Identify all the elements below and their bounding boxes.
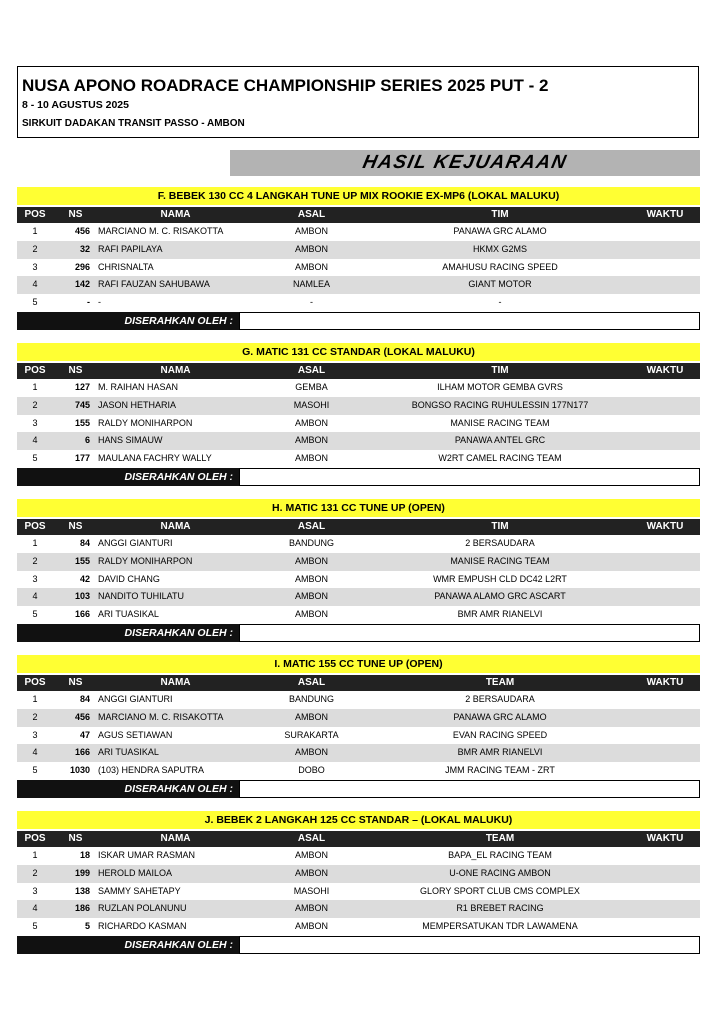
cell-ns: 166 bbox=[74, 747, 90, 758]
cell-pos: 1 bbox=[32, 538, 38, 548]
cell-nama: RAFI PAPILAYA bbox=[98, 243, 163, 254]
table-row bbox=[17, 535, 700, 553]
header-waktu: WAKTU bbox=[646, 833, 684, 844]
cell-waktu bbox=[630, 727, 700, 745]
table-row bbox=[17, 450, 700, 468]
results-banner bbox=[230, 150, 700, 176]
class-section bbox=[17, 187, 700, 330]
cell-pos: 1 bbox=[32, 694, 38, 704]
cell-tim: GLORY SPORT CLUB CMS COMPLEX bbox=[420, 885, 580, 896]
cell-nama: JASON HETHARIA bbox=[98, 399, 177, 410]
cell-tim: PANAWA ALAMO GRC ASCART bbox=[434, 591, 566, 602]
cell-nama: ARI TUASIKAL bbox=[98, 609, 159, 620]
submitted-by-field bbox=[239, 780, 700, 798]
table-row bbox=[17, 900, 700, 918]
header-nama: NAMA bbox=[160, 209, 191, 220]
header-asal: ASAL bbox=[297, 833, 326, 844]
cell-waktu bbox=[630, 259, 700, 277]
cell-pos: 4 bbox=[32, 747, 38, 758]
cell-tim: 2 BERSAUDARA bbox=[465, 694, 535, 704]
cell-ns: 32 bbox=[79, 243, 90, 254]
cell-pos: 4 bbox=[32, 279, 38, 290]
cell-asal: AMBON bbox=[294, 243, 328, 254]
cell-tim: 2 BERSAUDARA bbox=[465, 538, 535, 548]
cell-waktu bbox=[630, 415, 700, 433]
table-row bbox=[17, 223, 700, 241]
cell-asal: MASOHI bbox=[293, 399, 330, 410]
cell-nama: HANS SIMAUW bbox=[98, 435, 163, 446]
cell-waktu bbox=[630, 744, 700, 762]
header-waktu: WAKTU bbox=[646, 677, 684, 688]
cell-asal: AMBON bbox=[294, 609, 328, 620]
cell-pos: 5 bbox=[32, 453, 38, 464]
cell-ns: 177 bbox=[74, 453, 90, 464]
header-ns: NS bbox=[68, 365, 83, 376]
cell-nama: DAVID CHANG bbox=[98, 573, 160, 584]
cell-asal: MASOHI bbox=[293, 885, 330, 896]
header-nama: NAMA bbox=[160, 677, 191, 688]
cell-waktu bbox=[630, 918, 700, 936]
table-row bbox=[17, 606, 700, 624]
cell-asal: AMBON bbox=[294, 850, 328, 860]
submitted-by-label: DISERAHKAN OLEH : bbox=[17, 312, 239, 330]
cell-nama: ISKAR UMAR RASMAN bbox=[98, 850, 196, 860]
cell-pos: 4 bbox=[32, 591, 38, 602]
submitted-by-field bbox=[239, 312, 700, 330]
submitted-by-label: DISERAHKAN OLEH : bbox=[17, 780, 239, 798]
cell-ns: 42 bbox=[79, 573, 90, 584]
submitted-by-row bbox=[17, 312, 700, 330]
cell-ns: 6 bbox=[84, 435, 90, 446]
cell-ns: 186 bbox=[74, 903, 90, 914]
header-pos: POS bbox=[24, 677, 46, 688]
table-row bbox=[17, 432, 700, 450]
table-row bbox=[17, 415, 700, 433]
cell-tim: MANISE RACING TEAM bbox=[450, 417, 550, 428]
cell-waktu bbox=[630, 571, 700, 589]
cell-waktu bbox=[630, 883, 700, 901]
header-waktu: WAKTU bbox=[646, 209, 684, 220]
header-tim: TEAM bbox=[485, 677, 515, 688]
cell-asal: DOBO bbox=[298, 765, 325, 776]
table-row bbox=[17, 727, 700, 745]
table-row bbox=[17, 847, 700, 865]
table-row bbox=[17, 762, 700, 780]
header-tim: TEAM bbox=[485, 833, 515, 844]
class-title: I. MATIC 155 CC TUNE UP (OPEN) bbox=[17, 655, 700, 673]
header-nama: NAMA bbox=[160, 365, 191, 376]
cell-asal: AMBON bbox=[294, 867, 328, 878]
header-tim: TIM bbox=[491, 365, 509, 376]
cell-ns: 296 bbox=[74, 261, 90, 272]
cell-tim: PANAWA GRC ALAMO bbox=[453, 226, 547, 236]
cell-ns: 199 bbox=[74, 867, 90, 878]
cell-tim: MEMPERSATUKAN TDR LAWAMENA bbox=[422, 921, 578, 932]
cell-ns: 84 bbox=[79, 694, 90, 704]
table-row bbox=[17, 379, 700, 397]
results-banner-text: HASIL KEJUARAAN bbox=[360, 152, 570, 173]
cell-tim: PANAWA ANTEL GRC bbox=[454, 435, 546, 446]
cell-asal: - bbox=[310, 297, 313, 308]
header-waktu: WAKTU bbox=[646, 521, 684, 532]
cell-nama: (103) HENDRA SAPUTRA bbox=[98, 765, 205, 776]
header-asal: ASAL bbox=[297, 677, 326, 688]
submitted-by-row bbox=[17, 468, 700, 486]
table-header bbox=[17, 519, 700, 535]
cell-ns: 47 bbox=[79, 729, 90, 740]
table-row bbox=[17, 709, 700, 727]
cell-ns: 456 bbox=[74, 226, 90, 236]
cell-pos: 5 bbox=[32, 921, 38, 932]
cell-pos: 4 bbox=[32, 435, 38, 446]
cell-ns: 5 bbox=[84, 921, 90, 932]
cell-nama: M. RAIHAN HASAN bbox=[98, 382, 179, 392]
header-nama: NAMA bbox=[160, 833, 191, 844]
table-row bbox=[17, 865, 700, 883]
cell-waktu bbox=[630, 588, 700, 606]
table-header bbox=[17, 831, 700, 847]
cell-waktu bbox=[630, 606, 700, 624]
cell-nama: HEROLD MAILOA bbox=[98, 867, 173, 878]
table-row bbox=[17, 744, 700, 762]
cell-asal: AMBON bbox=[294, 226, 328, 236]
cell-asal: AMBON bbox=[294, 453, 328, 464]
cell-nama: RICHARDO KASMAN bbox=[98, 921, 187, 932]
cell-waktu bbox=[630, 553, 700, 571]
cell-waktu bbox=[630, 432, 700, 450]
cell-nama: RUZLAN POLANUNU bbox=[98, 903, 187, 914]
cell-pos: 2 bbox=[32, 555, 38, 566]
cell-nama: MAULANA FACHRY WALLY bbox=[98, 453, 212, 464]
table-row bbox=[17, 276, 700, 294]
table-row bbox=[17, 397, 700, 415]
cell-tim: GIANT MOTOR bbox=[468, 279, 532, 290]
cell-tim: W2RT CAMEL RACING TEAM bbox=[438, 453, 562, 464]
cell-pos: 3 bbox=[32, 573, 38, 584]
cell-asal: AMBON bbox=[294, 261, 328, 272]
cell-tim: HKMX G2MS bbox=[472, 243, 527, 254]
table-header bbox=[17, 207, 700, 223]
cell-nama: AGUS SETIAWAN bbox=[98, 729, 173, 740]
cell-tim: AMAHUSU RACING SPEED bbox=[442, 261, 558, 272]
table-row bbox=[17, 553, 700, 571]
table-row bbox=[17, 241, 700, 259]
cell-asal: BANDUNG bbox=[288, 538, 334, 548]
cell-pos: 1 bbox=[32, 382, 38, 392]
cell-ns: 745 bbox=[74, 399, 90, 410]
cell-tim: EVAN RACING SPEED bbox=[452, 729, 548, 740]
table-row bbox=[17, 883, 700, 901]
cell-pos: 3 bbox=[32, 261, 38, 272]
cell-nama: CHRISNALTA bbox=[98, 261, 154, 272]
cell-tim: BMR AMR RIANELVI bbox=[457, 747, 543, 758]
cell-asal: AMBON bbox=[294, 747, 328, 758]
cell-nama: RALDY MONIHARPON bbox=[98, 555, 193, 566]
cell-nama: RALDY MONIHARPON bbox=[98, 417, 193, 428]
cell-ns: 127 bbox=[74, 382, 90, 392]
cell-ns: 1030 bbox=[69, 765, 90, 776]
submitted-by-label: DISERAHKAN OLEH : bbox=[17, 624, 239, 642]
cell-nama: - bbox=[98, 297, 101, 308]
submitted-by-row bbox=[17, 936, 700, 954]
cell-waktu bbox=[630, 276, 700, 294]
header-pos: POS bbox=[24, 521, 46, 532]
event-title: NUSA APONO ROADRACE CHAMPIONSHIP SERIES 2025 PUT - 2 bbox=[22, 76, 549, 95]
cell-waktu bbox=[630, 900, 700, 918]
submitted-by-field bbox=[239, 624, 700, 642]
class-title: J. BEBEK 2 LANGKAH 125 CC STANDAR – (LOKAL MALUKU) bbox=[17, 811, 700, 829]
cell-tim: WMR EMPUSH CLD DC42 L2RT bbox=[433, 573, 567, 584]
cell-tim: ILHAM MOTOR GEMBA GVRS bbox=[437, 382, 563, 392]
cell-asal: AMBON bbox=[294, 903, 328, 914]
cell-ns: 456 bbox=[74, 711, 90, 722]
cell-nama: RAFI FAUZAN SAHUBAWA bbox=[98, 279, 210, 290]
header-tim: TIM bbox=[491, 521, 509, 532]
header-pos: POS bbox=[24, 833, 46, 844]
cell-waktu bbox=[630, 450, 700, 468]
cell-ns: 166 bbox=[74, 609, 90, 620]
table-row bbox=[17, 918, 700, 936]
class-section bbox=[17, 811, 700, 954]
cell-tim: BAPA_EL RACING TEAM bbox=[448, 850, 552, 860]
cell-tim: BMR AMR RIANELVI bbox=[457, 609, 543, 620]
class-title: H. MATIC 131 CC TUNE UP (OPEN) bbox=[17, 499, 700, 517]
cell-tim: MANISE RACING TEAM bbox=[450, 555, 550, 566]
class-title: F. BEBEK 130 CC 4 LANGKAH TUNE UP MIX ROOKIE EX-MP6 (LOKAL MALUKU) bbox=[17, 187, 700, 205]
cell-tim: BONGSO RACING RUHULESSIN 177N177 bbox=[411, 399, 589, 410]
cell-pos: 2 bbox=[32, 711, 38, 722]
cell-waktu bbox=[630, 241, 700, 259]
class-section bbox=[17, 499, 700, 642]
cell-waktu bbox=[630, 847, 700, 865]
cell-pos: 5 bbox=[32, 609, 38, 620]
class-section bbox=[17, 343, 700, 486]
cell-waktu bbox=[630, 223, 700, 241]
cell-waktu bbox=[630, 294, 700, 312]
submitted-by-field bbox=[239, 936, 700, 954]
cell-ns: 138 bbox=[74, 885, 90, 896]
cell-tim: - bbox=[498, 297, 502, 308]
table-row bbox=[17, 571, 700, 589]
cell-pos: 5 bbox=[32, 297, 38, 308]
header-pos: POS bbox=[24, 209, 46, 220]
cell-asal: GEMBA bbox=[295, 382, 328, 392]
header-tim: TIM bbox=[491, 209, 509, 220]
submitted-by-field bbox=[239, 468, 700, 486]
cell-asal: AMBON bbox=[294, 417, 328, 428]
header-asal: ASAL bbox=[297, 209, 326, 220]
cell-asal: AMBON bbox=[294, 435, 328, 446]
cell-ns: 155 bbox=[74, 417, 90, 428]
cell-nama: ARI TUASIKAL bbox=[98, 747, 159, 758]
cell-pos: 2 bbox=[32, 867, 38, 878]
cell-tim: JMM RACING TEAM - ZRT bbox=[445, 765, 555, 776]
cell-asal: SURAKARTA bbox=[284, 729, 339, 740]
header-waktu: WAKTU bbox=[646, 365, 684, 376]
cell-waktu bbox=[630, 709, 700, 727]
cell-pos: 2 bbox=[32, 243, 38, 254]
cell-asal: AMBON bbox=[294, 591, 328, 602]
cell-ns: 84 bbox=[79, 538, 90, 548]
cell-waktu bbox=[630, 762, 700, 780]
cell-ns: 155 bbox=[74, 555, 90, 566]
cell-asal: AMBON bbox=[294, 921, 328, 932]
cell-ns: 18 bbox=[79, 850, 90, 860]
cell-asal: AMBON bbox=[294, 711, 328, 722]
cell-waktu bbox=[630, 397, 700, 415]
cell-nama: ANGGI GIANTURI bbox=[98, 694, 173, 704]
cell-pos: 1 bbox=[32, 226, 38, 236]
table-row bbox=[17, 259, 700, 277]
cell-asal: NAMLEA bbox=[292, 279, 330, 290]
cell-pos: 3 bbox=[32, 885, 38, 896]
cell-pos: 5 bbox=[32, 765, 38, 776]
submitted-by-label: DISERAHKAN OLEH : bbox=[17, 468, 239, 486]
cell-tim: PANAWA GRC ALAMO bbox=[453, 711, 547, 722]
cell-waktu bbox=[630, 865, 700, 883]
cell-waktu bbox=[630, 379, 700, 397]
header-ns: NS bbox=[68, 833, 83, 844]
header-nama: NAMA bbox=[160, 521, 191, 532]
header-ns: NS bbox=[68, 209, 83, 220]
cell-nama: MARCIANO M. C. RISAKOTTA bbox=[98, 711, 224, 722]
cell-asal: BANDUNG bbox=[288, 694, 334, 704]
cell-pos: 2 bbox=[32, 399, 38, 410]
header-ns: NS bbox=[68, 677, 83, 688]
cell-nama: MARCIANO M. C. RISAKOTTA bbox=[98, 226, 224, 236]
cell-ns: 103 bbox=[74, 591, 90, 602]
cell-asal: AMBON bbox=[294, 555, 328, 566]
cell-ns: 142 bbox=[74, 279, 90, 290]
cell-waktu bbox=[630, 535, 700, 553]
cell-nama: SAMMY SAHETAPY bbox=[98, 885, 181, 896]
table-row bbox=[17, 294, 700, 312]
table-header bbox=[17, 675, 700, 691]
cell-tim: U-ONE RACING AMBON bbox=[449, 867, 551, 878]
cell-waktu bbox=[630, 691, 700, 709]
class-title: G. MATIC 131 CC STANDAR (LOKAL MALUKU) bbox=[17, 343, 700, 361]
cell-tim: R1 BREBET RACING bbox=[456, 903, 544, 914]
submitted-by-label: DISERAHKAN OLEH : bbox=[17, 936, 239, 954]
cell-nama: NANDITO TUHILATU bbox=[98, 591, 185, 602]
event-date: 8 - 10 AGUSTUS 2025 bbox=[22, 99, 129, 111]
header-ns: NS bbox=[68, 521, 83, 532]
cell-pos: 1 bbox=[32, 850, 38, 860]
cell-pos: 3 bbox=[32, 729, 38, 740]
cell-nama: ANGGI GIANTURI bbox=[98, 538, 173, 548]
table-row bbox=[17, 588, 700, 606]
cell-ns: - bbox=[87, 297, 90, 308]
cell-pos: 3 bbox=[32, 417, 38, 428]
table-row bbox=[17, 691, 700, 709]
header-asal: ASAL bbox=[297, 521, 326, 532]
submitted-by-row bbox=[17, 780, 700, 798]
cell-pos: 4 bbox=[32, 903, 38, 914]
submitted-by-row bbox=[17, 624, 700, 642]
class-section bbox=[17, 655, 700, 798]
header-asal: ASAL bbox=[297, 365, 326, 376]
cell-asal: AMBON bbox=[294, 573, 328, 584]
event-venue: SIRKUIT DADAKAN TRANSIT PASSO - AMBON bbox=[22, 118, 245, 129]
table-header bbox=[17, 363, 700, 379]
event-header bbox=[17, 66, 699, 138]
header-pos: POS bbox=[24, 365, 46, 376]
